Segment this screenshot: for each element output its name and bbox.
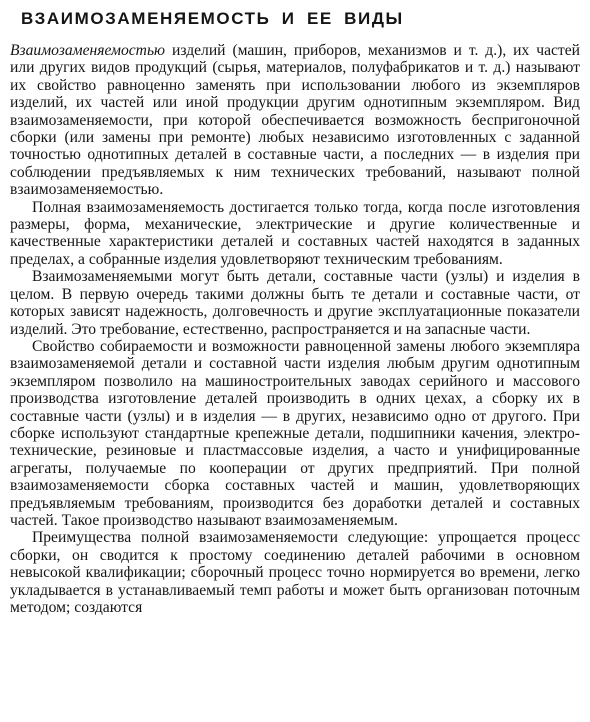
- paragraph-definition: [10, 42, 580, 199]
- paragraph-assembly-property: Свойство собираемости и возможности равноценной замены любого экземпляра взаимозаменяемой детали и составной части изделия любым другим однотипным экземпляром позволило на машиностроительных заводах серийного и массового производства изготовление деталей производить в одних цехах, а сборку их в составные части (узлы) и в изделия — в других, независимо одно от другого. При сборке используют стандартные крепежные детали, подшипники качения, электротехнические, резиновые и пластмассовые изделия, а часто и унифицированные агрегаты, получаемые по кооперации от других предприятий. При полной взаимозаменяемости сборка составных частей и машин, удовлетворяющих предъявляемым требованиям, производится без доработки деталей и составных частей. Такое производство называют взаимозаменяемым.: [10, 337, 580, 529]
- paragraph-advantages: Преимущества полной взаимозаменяемости следующие: упрощается процесс сборки, он сводится к простому соединению деталей рабочими в основном невысокой квалификации; сборочный процесс точно нормируется во времени, легко укладывается в устанавливаемый темп работы и может быть организован поточным методом; создаются: [10, 529, 580, 616]
- paragraph-interchangeable-parts: Взаимозаменяемыми могут быть детали, составные части (узлы) и изделия в целом. В первую очередь такими должны быть те детали и составные части, от которых зависят надежность, долговечность и другие эксплуатационные показатели изделий. Это требование, естественно, распространяется и на запасные части.: [10, 268, 580, 338]
- defined-term: Взаимозаменяемостью: [10, 42, 166, 59]
- section-heading: ВЗАИМОЗАМЕНЯЕМОСТЬ И ЕЕ ВИДЫ: [21, 9, 404, 28]
- paragraph-full-interchangeability: Полная взаимозаменяемость достигается только тогда, когда после изготовления размеры, форма, механические, электрические и другие количественные и качественные характеристики деталей и составных частей находятся в заданных пределах, а собранные изделия удовлетворяют техническим требованиям.: [10, 198, 580, 268]
- paragraph-definition-text: изделий (машин, приборов, механизмов и т. д.), их частей или других видов продукций (сырья, материалов, полуфабрикатов и т. д.) называют их свойство равноценно заменять при использовании любого из экземпляров изделий, их частей или иной продукции другим однотипным экземпляром. Вид взаимозаменяемости, при которой обеспечивается возможность беспригоночной сборки (или замены при ремонте) любых независимо изготовленных с заданной точностью однотипных деталей в составные части, а последних — в изделия при соблюдении предъявляемых к ним технических требований, называют полной взаимозаменяемостью.: [10, 42, 580, 199]
